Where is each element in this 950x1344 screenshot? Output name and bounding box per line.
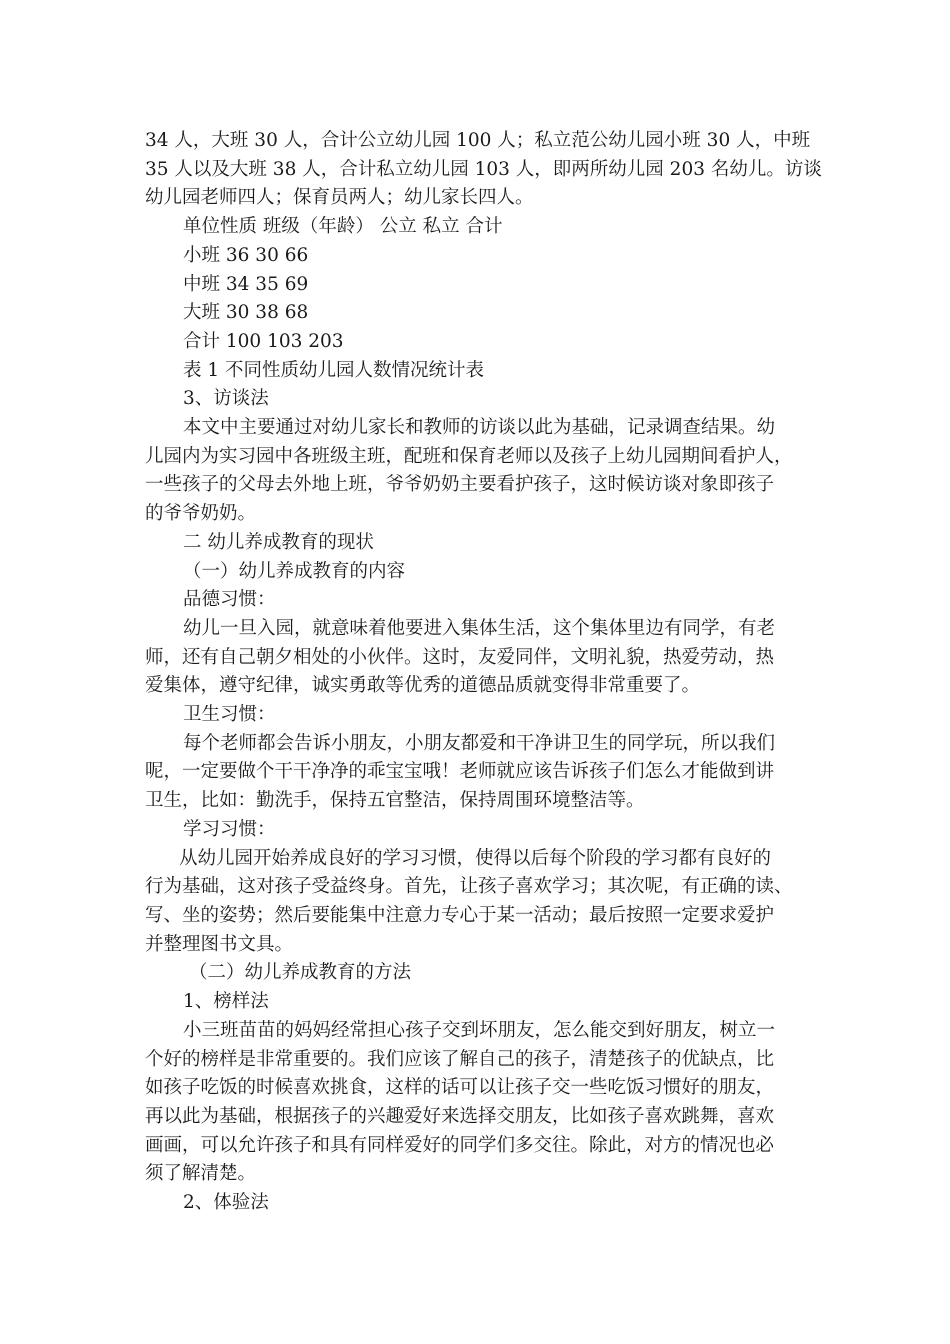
table-row-line: 中班 34 35 69 [183,273,309,295]
paragraph-line: 并整理图书文具。 [145,933,294,955]
paragraph-line: 画画，可以允许孩子和具有同样爱好的同学们多交往。除此，对方的情况也必 [145,1134,775,1156]
section-heading: （一）幼儿养成教育的内容 [183,560,406,582]
paragraph-line: 本文中主要通过对幼儿家长和教师的访谈以此为基础，记录调查结果。幼 [183,417,776,439]
section-heading: （二）幼儿养成教育的方法 [189,962,412,984]
subsection-heading: 学习习惯： [183,818,276,840]
subsection-heading: 1、榜样法 [183,991,269,1013]
paragraph-line: 再以此为基础，根据孩子的兴趣爱好来选择交朋友，比如孩子喜欢跳舞，喜欢 [145,1105,775,1127]
table-caption: 表 1 不同性质幼儿园人数情况统计表 [183,359,485,381]
paragraph-line: 幼儿园老师四人；保育员两人；幼儿家长四人。 [145,187,534,209]
table-row-line: 小班 36 30 66 [183,244,309,266]
paragraph-line: 须了解清楚。 [145,1163,257,1185]
subsection-heading: 卫生习惯： [183,704,276,726]
table-header-line: 单位性质 班级（年龄） 公立 私立 合计 [183,216,503,238]
table-row-line: 合计 100 103 203 [183,330,344,352]
section-heading: 3、访谈法 [183,388,269,410]
paragraph-line: 每个老师都会告诉小朋友，小朋友都爱和干净讲卫生的同学玩，所以我们 [183,732,776,754]
paragraph-line: 一些孩子的父母去外地上班，爷爷奶奶主要看护孩子，这时候访谈对象即孩子 [145,474,775,496]
paragraph-line: 幼儿一旦入园，就意味着他要进入集体生活，这个集体里边有同学，有老 [183,617,776,639]
chapter-heading: 二 幼儿养成教育的现状 [183,531,374,553]
subsection-heading: 2、体验法 [183,1192,269,1214]
paragraph-line: 呢，一定要做个干干净净的乖宝宝哦！老师就应该告诉孩子们怎么才能做到讲 [145,761,775,783]
paragraph-line: 34 人，大班 30 人，合计公立幼儿园 100 人；私立范公幼儿园小班 30 人，中班 [145,130,811,151]
paragraph-line: 的爷爷奶奶。 [145,503,257,525]
paragraph-line: 写、坐的姿势；然后要能集中注意力专心于某一活动；最后按照一定要求爱护 [145,904,775,926]
paragraph-line: 小三班苗苗的妈妈经常担心孩子交到坏朋友，怎么能交到好朋友，树立一 [183,1019,776,1041]
paragraph-line: 行为基础，这对孩子受益终身。首先，让孩子喜欢学习；其次呢，有正确的读、 [145,876,793,898]
paragraph-line: 儿园内为实习园中各班级主班，配班和保育老师以及孩子上幼儿园期间看护人， [145,445,793,467]
table-row-line: 大班 30 38 68 [183,302,309,324]
paragraph-line: 个好的榜样是非常重要的。我们应该了解自己的孩子，清楚孩子的优缺点，比 [145,1048,775,1070]
paragraph-line: 35 人以及大班 38 人，合计私立幼儿园 103 人，即两所幼儿园 203 名幼儿。访谈 [145,158,822,180]
document-body [145,127,822,1218]
paragraph-line: 卫生，比如：勤洗手，保持五官整洁，保持周围环境整洁等。 [145,790,645,812]
paragraph-line: 师，还有自己朝夕相处的小伙伴。这时，友爱同伴，文明礼貌，热爱劳动，热 [145,646,775,668]
paragraph-line: 如孩子吃饭的时候喜欢挑食，这样的话可以让孩子交一些吃饭习惯好的朋友， [145,1077,775,1099]
subsection-heading: 品德习惯： [183,589,276,611]
paragraph-line: 从幼儿园开始养成良好的学习习惯，使得以后每个阶段的学习都有良好的 [179,847,772,869]
paragraph-line: 爱集体，遵守纪律，诚实勇敢等优秀的道德品质就变得非常重要了。 [145,675,701,697]
